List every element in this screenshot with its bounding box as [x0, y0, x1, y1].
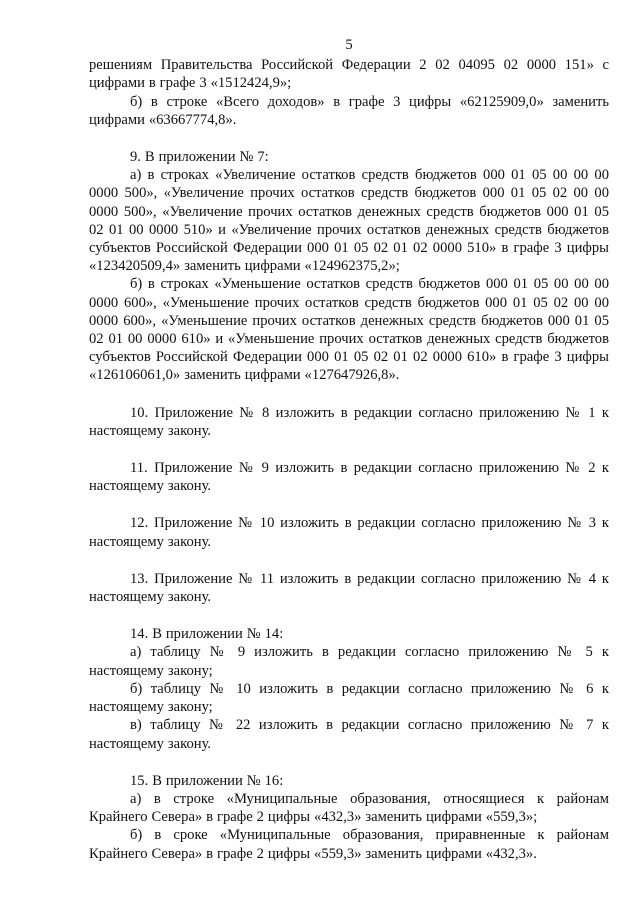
- section-heading: 11. Приложение № 9 изложить в редакции согласно приложению № 2 к настоящему закону.: [89, 460, 609, 495]
- page-number: 5: [345, 37, 353, 53]
- section-item: б) в сроке «Муниципальные образования, приравненные к районам Крайнего Севера» в графе 2 цифры «559,3» заменить цифрами «432,3».: [89, 827, 609, 862]
- section-10: [89, 404, 609, 440]
- continuation-paragraph: решениям Правительства Российской Федерации 2 02 04095 02 0000 151» с цифрами в графе 3 «1512424,9»;: [89, 57, 609, 92]
- section-15: [89, 772, 609, 863]
- section-item: а) в строке «Муниципальные образования, относящиеся к районам Крайнего Севера» в графе 2 цифры «432,3» заменить цифрами «559,3»;: [89, 790, 609, 826]
- section-heading: 14. В приложении № 14:: [130, 626, 284, 643]
- section-11: [89, 459, 609, 495]
- section-9: [89, 148, 609, 385]
- section-13: [89, 570, 609, 606]
- section-item: б) в строках «Уменьшение остатков средств бюджетов 000 01 05 00 00 00 0000 600», «Уменьшение прочих остатков средств бюджетов 000 01 05 02 00 00 0000 600», «Уменьшение прочих остатков денежных средств бюджетов 000 01 05 02 01 00 0000 610» и «Уменьшение прочих остатков денежных средств бюджетов субъектов Российской Федерации 000 01 05 02 01 02 0000 610» в графе 3 цифры «126106061,0» заменить цифрами «127647926,8».: [89, 276, 609, 384]
- section-item: в) таблицу № 22 изложить в редакции согласно приложению № 7 к настоящему закону.: [89, 717, 609, 752]
- section-heading: 9. В приложении № 7:: [130, 149, 269, 166]
- section-item: б) таблицу № 10 изложить в редакции согласно приложению № 6 к настоящему закону;: [89, 680, 609, 716]
- section-heading: 12. Приложение № 10 изложить в редакции согласно приложению № 3 к настоящему закону.: [89, 515, 609, 550]
- section-heading: 13. Приложение № 11 изложить в редакции согласно приложению № 4 к настоящему закону.: [89, 570, 609, 606]
- section-heading: 15. В приложении № 16:: [130, 772, 284, 789]
- section-12: [89, 514, 609, 550]
- paragraph-total-income: б) в строке «Всего доходов» в графе 3 цифры «62125909,0» заменить цифрами «63667774,8».: [89, 93, 609, 128]
- section-item: а) в строках «Увеличение остатков средств бюджетов 000 01 05 00 00 00 0000 500», «Увеличение прочих остатков средств бюджетов 000 01 05 02 00 00 0000 500», «Увеличение прочих остатков денежных средств бюджетов 000 01 05 02 01 00 0000 510» и «Увеличение прочих остатков денежных средств бюджетов субъектов Российской Федерации 000 01 05 02 01 02 0000 510» в графе 3 цифры «123420509,4» заменить цифрами «124962375,2»;: [89, 167, 609, 275]
- section-item: а) таблицу № 9 изложить в редакции согласно приложению № 5 к настоящему закону;: [89, 644, 609, 679]
- document-page: [89, 36, 609, 863]
- section-14: [89, 625, 609, 752]
- section-heading: 10. Приложение № 8 изложить в редакции согласно приложению № 1 к настоящему закону.: [89, 404, 609, 439]
